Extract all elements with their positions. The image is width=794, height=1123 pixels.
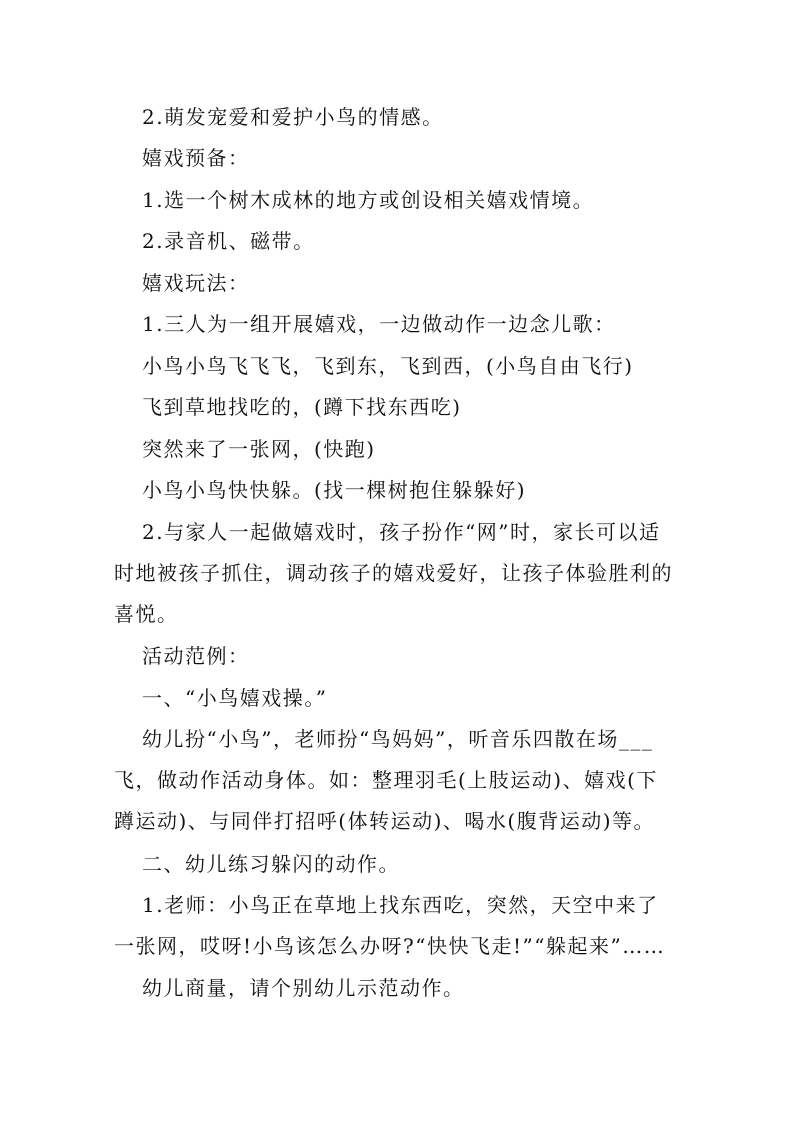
paragraph-bird-exercise: 幼儿扮“小鸟”，老师扮“鸟妈妈”，听音乐四散在场___飞，做动作活动身体。如：整理羽毛(上肢运动)、嬉戏(下蹲运动)、与同伴打招呼(体转运动)、喝水(腹背运动)等。: [114, 727, 658, 833]
paragraph-gameplay-1: 1.三人为一组开展嬉戏，一边做动作一边念儿歌：: [142, 312, 616, 336]
paragraph-prep-1: 1.选一个树木成林的地方或创设相关嬉戏情境。: [142, 188, 595, 212]
rhyme-line-2: 飞到草地找吃的，(蹲下找东西吃): [142, 395, 462, 419]
paragraph-goal-2: 2.萌发宠爱和爱护小鸟的情感。: [142, 105, 444, 129]
rhyme-line-3: 突然来了一张网，(快跑): [142, 437, 376, 461]
paragraph-prep-2: 2.录音机、磁带。: [142, 229, 315, 253]
rhyme-line-4: 小鸟小鸟快快躲。(找一棵树抱住躲躲好): [142, 478, 527, 502]
paragraph-gameplay-2: 2.与家人一起做嬉戏时，孩子扮作“网”时，家长可以适时地被孩子抓住，调动孩子的嬉戏爱好，让孩子体验胜利的喜悦。: [114, 520, 673, 626]
paragraph-discussion: 幼儿商量，请个别幼儿示范动作。: [142, 976, 465, 1000]
paragraph-teacher-story: 1.老师：小鸟正在草地上找东西吃，突然，天空中来了一张网，哎呀!小鸟该怎么办呀?“快快飞走!”“躲起来”……: [114, 893, 666, 958]
section-heading-2: 二、幼儿练习躲闪的动作。: [142, 852, 400, 876]
rhyme-line-1: 小鸟小鸟飞飞飞，飞到东，飞到西，(小鸟自由飞行): [142, 354, 634, 378]
section-heading-1: 一、“小鸟嬉戏操。”: [142, 686, 328, 710]
heading-activity-example: 活动范例：: [142, 644, 250, 668]
heading-preparation: 嬉戏预备：: [142, 146, 250, 170]
heading-gameplay: 嬉戏玩法：: [142, 271, 250, 295]
